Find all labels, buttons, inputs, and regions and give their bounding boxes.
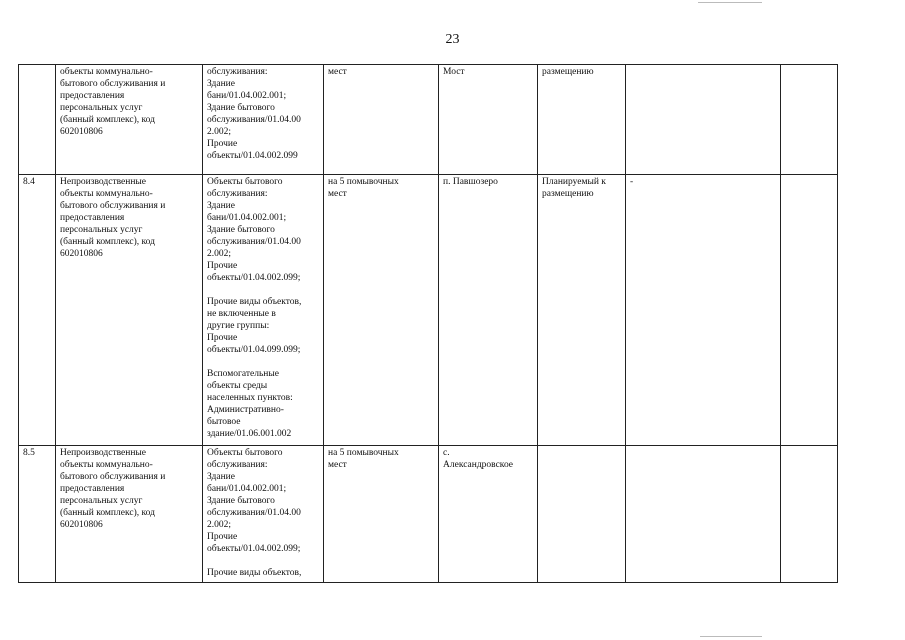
row-number-cell: 8.4 [19,175,56,446]
capacity-cell: на 5 помывочных мест [324,446,439,583]
object-name-cell: Непроизводственные объекты коммунально- бытового обслуживания и предоставления персональных услуг (банный комплекс), код 602010806 [56,446,203,583]
status-cell: размещению [538,65,626,175]
object-types-cell: обслуживания: Здание бани/01.04.002.001; Здание бытового обслуживания/01.04.00 2.002; Прочие объекты/01.04.002.099 [203,65,324,175]
capacity-cell: на 5 помывочных мест [324,175,439,446]
status-cell [538,446,626,583]
extra-cell [781,65,838,175]
object-name-cell: Непроизводственные объекты коммунально- бытового обслуживания и предоставления персональных услуг (банный комплекс), код 602010806 [56,175,203,446]
capacity-cell: мест [324,65,439,175]
row-number-cell: 8.5 [19,446,56,583]
scan-mark-bottom [700,636,762,637]
row-number-cell [19,65,56,175]
status-cell: Планируемый к размещению [538,175,626,446]
note-cell [626,446,781,583]
scan-mark-top [698,2,762,3]
note-cell: - [626,175,781,446]
object-types-cell: Объекты бытового обслуживания: Здание бани/01.04.002.001; Здание бытового обслуживания/01.04.00 2.002; Прочие объекты/01.04.002.099; Прочие виды объектов, [203,446,324,583]
extra-cell [781,446,838,583]
document-table [18,64,838,583]
page-number: 23 [445,32,460,47]
extra-cell [781,175,838,446]
location-cell: Мост [439,65,538,175]
note-cell [626,65,781,175]
table-row [19,65,838,175]
table-row [19,446,838,583]
location-cell: п. Павшозеро [439,175,538,446]
location-cell: с. Александровское [439,446,538,583]
object-types-cell: Объекты бытового обслуживания: Здание бани/01.04.002.001; Здание бытового обслуживания/01.04.00 2.002; Прочие объекты/01.04.002.099; Прочие виды объектов, не включенные в другие группы: Прочие объекты/01.04.099.099; Вспомогательные объекты среды населенных пунктов: Административно- бытовое здание/01.06.001.002 [203,175,324,446]
table-row [19,175,838,446]
object-name-cell: объекты коммунально- бытового обслуживания и предоставления персональных услуг (банный комплекс), код 602010806 [56,65,203,175]
